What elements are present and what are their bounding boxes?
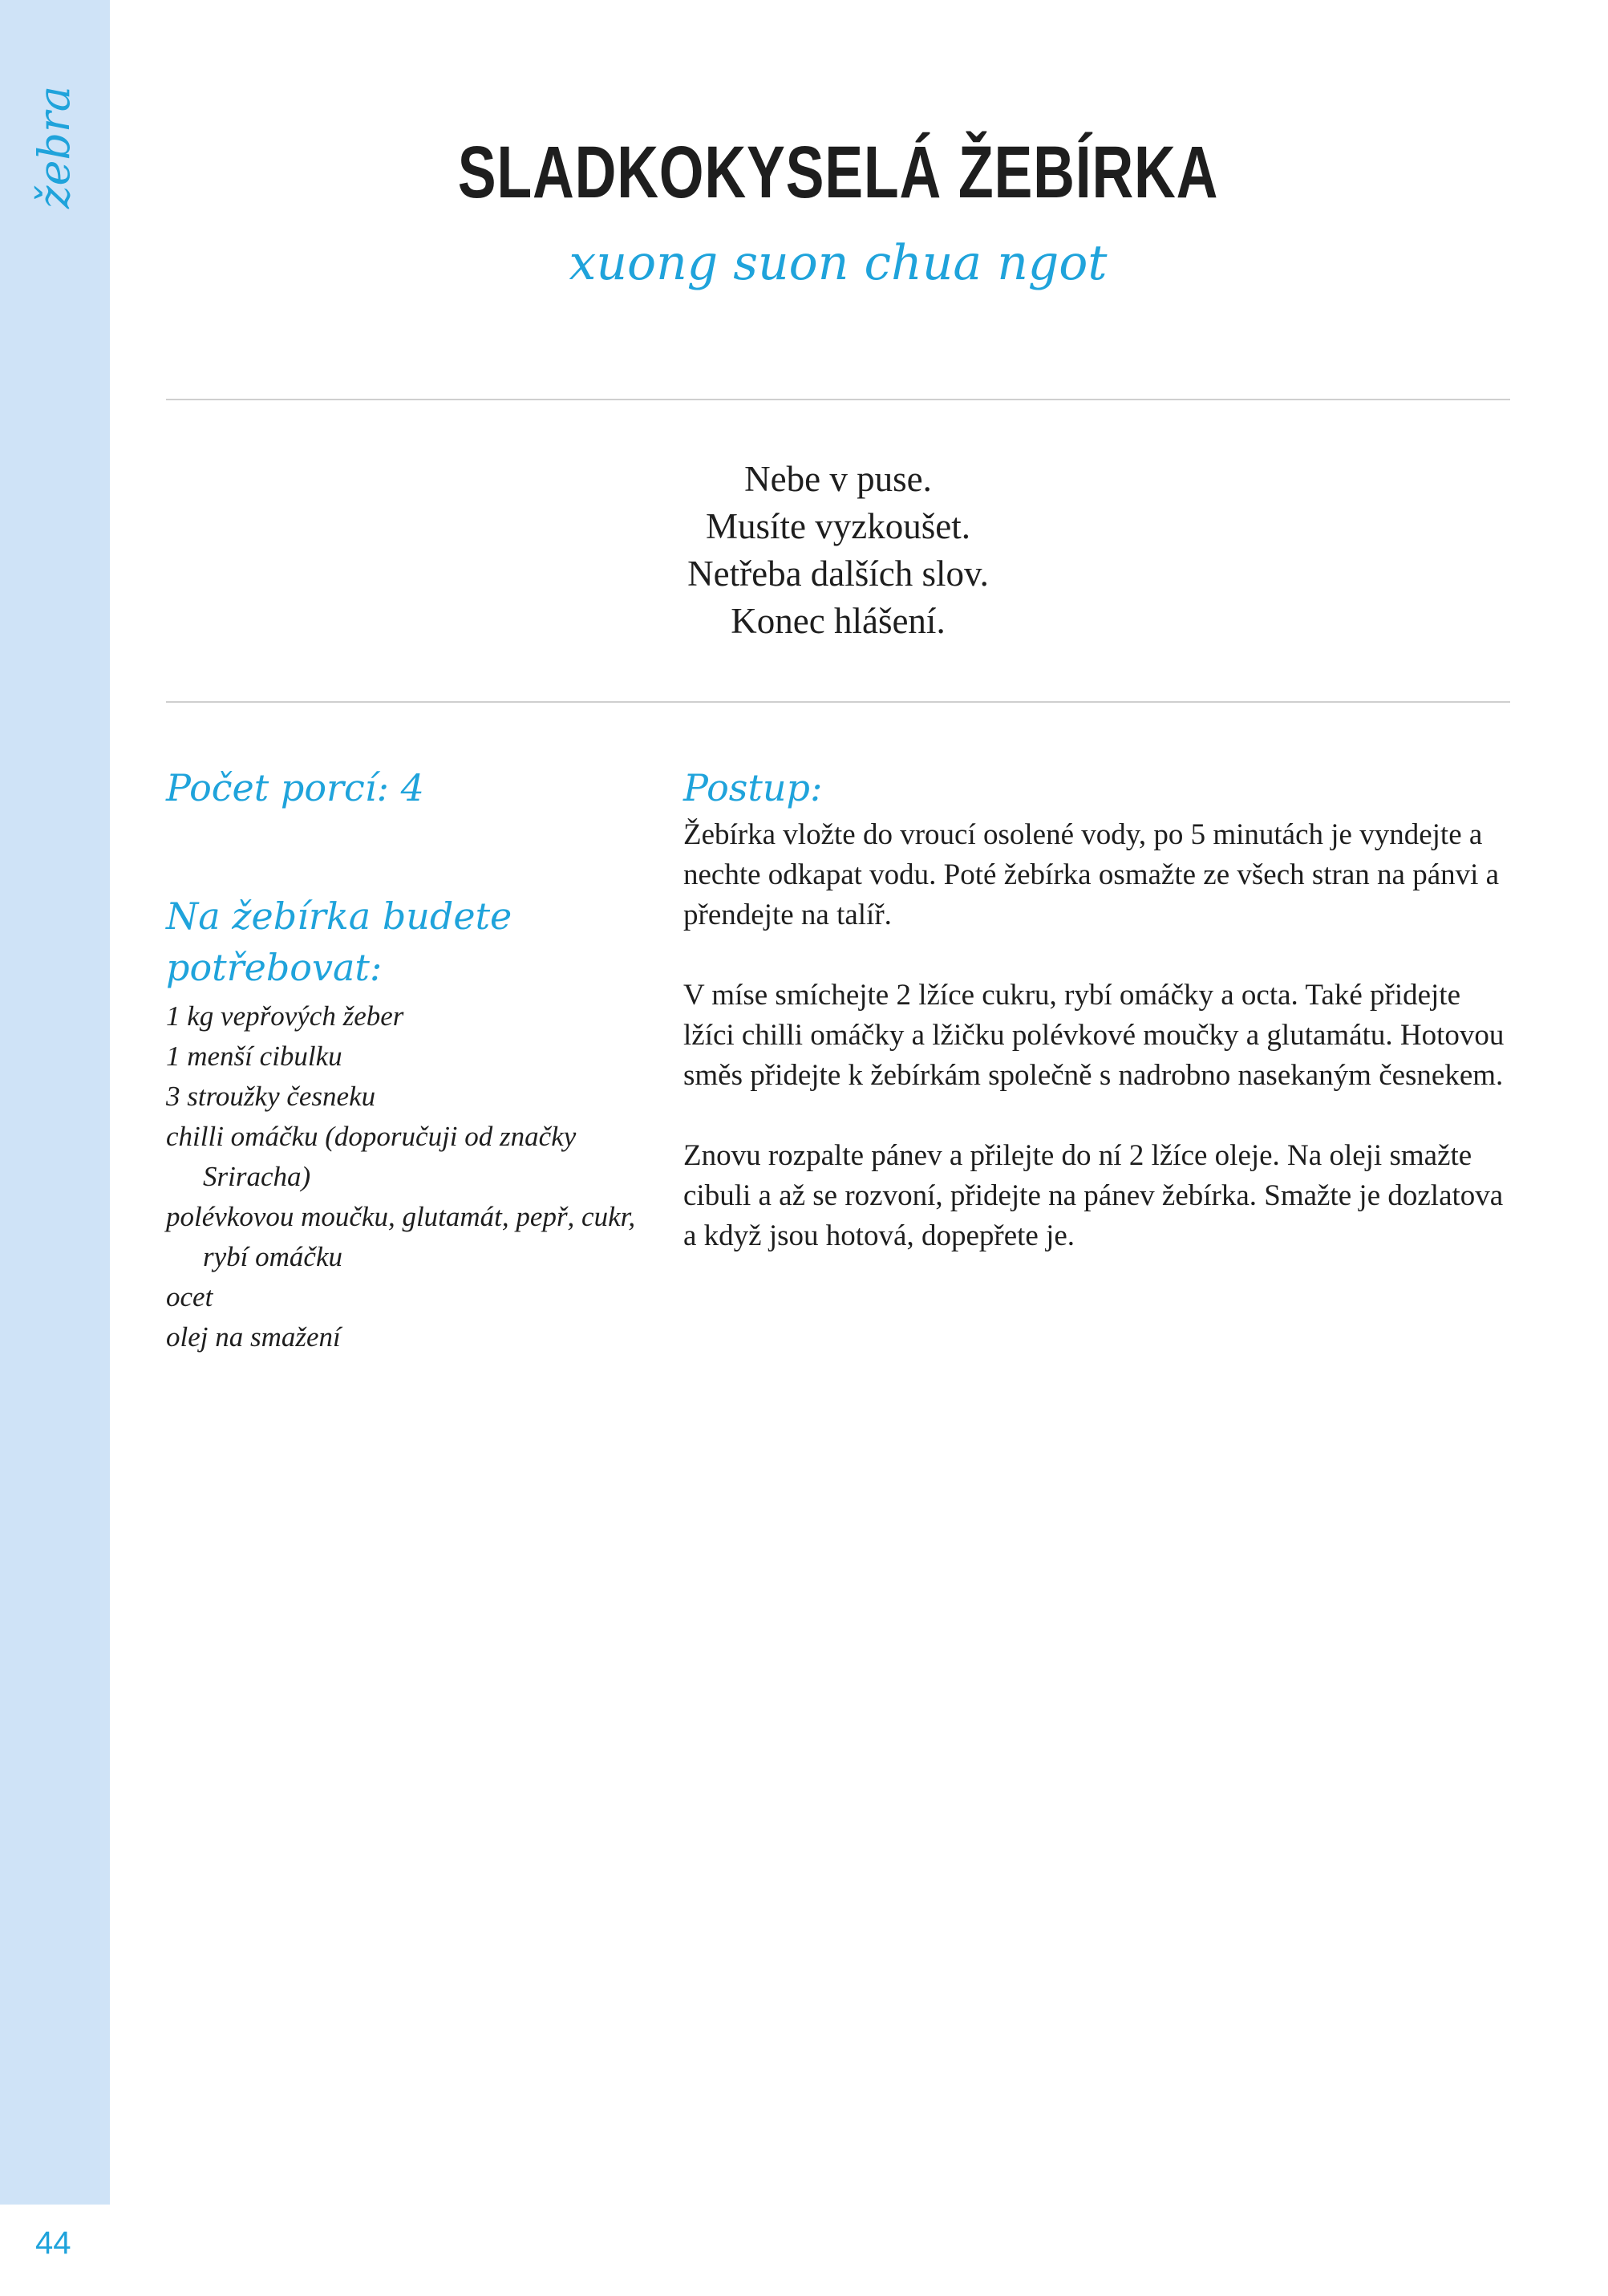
method-paragraph: Žebírka vložte do vroucí osolené vody, po 5 minutách je vyndejte a nechte odkapat vodu. Poté žebírka osmažte ze všech stran na pánvi a přendejte na talíř. [683,818,1500,931]
method-column [683,762,1517,1296]
method-paragraph: V míse smíchejte 2 lžíce cukru, rybí omáčky a octa. Také přidejte lžíci chilli omáčky a lžičku polévkové moučky a glutamátu. Hotovou směs přidejte k žebírkám společně s nadrobno nasekaným česnekem. [683,979,1505,1092]
ingredient-item: 1 menší cibulku [166,1041,342,1072]
page-number: 44 [35,2225,71,2261]
ingredients-heading: Na žebírka budete potřebovat: [166,894,512,989]
method-paragraph: Znovu rozpalte pánev a přilejte do ní 2 lžíce oleje. Na oleji smažte cibuli a až se rozvoní, přidejte na pánev žebírka. Smažte je dozlatova a když jsou hotová, dopepřete je. [683,1139,1504,1252]
chapter-label: žebra [29,86,79,209]
intro-line: Netřeba dalších slov. [687,554,989,594]
divider-top [166,399,1510,400]
ingredient-item: 1 kg vepřových žeber [166,1000,404,1032]
ingredient-item: ocet [166,1281,213,1312]
intro-text [166,456,1510,645]
ingredients-list [166,996,663,1357]
recipe-title: SLADKOKYSELÁ ŽEBÍRKA [457,132,1219,213]
ingredient-item: polévkovou moučku, glutamát, pepř, cukr, rybí omáčku [166,1201,636,1272]
ingredients-column [166,762,663,1357]
method-steps [683,815,1517,1256]
divider-bottom [166,701,1510,703]
recipe-subtitle: xuong suon chua ngot [569,235,1108,291]
side-band [0,0,110,2205]
servings-heading: Počet porcí: 4 [166,766,424,809]
ingredient-item: chilli omáčku (doporučuji od značky Sriracha) [166,1121,577,1192]
ingredient-item: 3 stroužky česneku [166,1081,376,1112]
ingredient-item: olej na smažení [166,1321,341,1353]
intro-line: Nebe v puse. [744,459,932,499]
intro-line: Musíte vyzkoušet. [706,506,970,546]
intro-line: Konec hlášení. [731,601,946,641]
method-heading: Postup: [683,766,823,809]
